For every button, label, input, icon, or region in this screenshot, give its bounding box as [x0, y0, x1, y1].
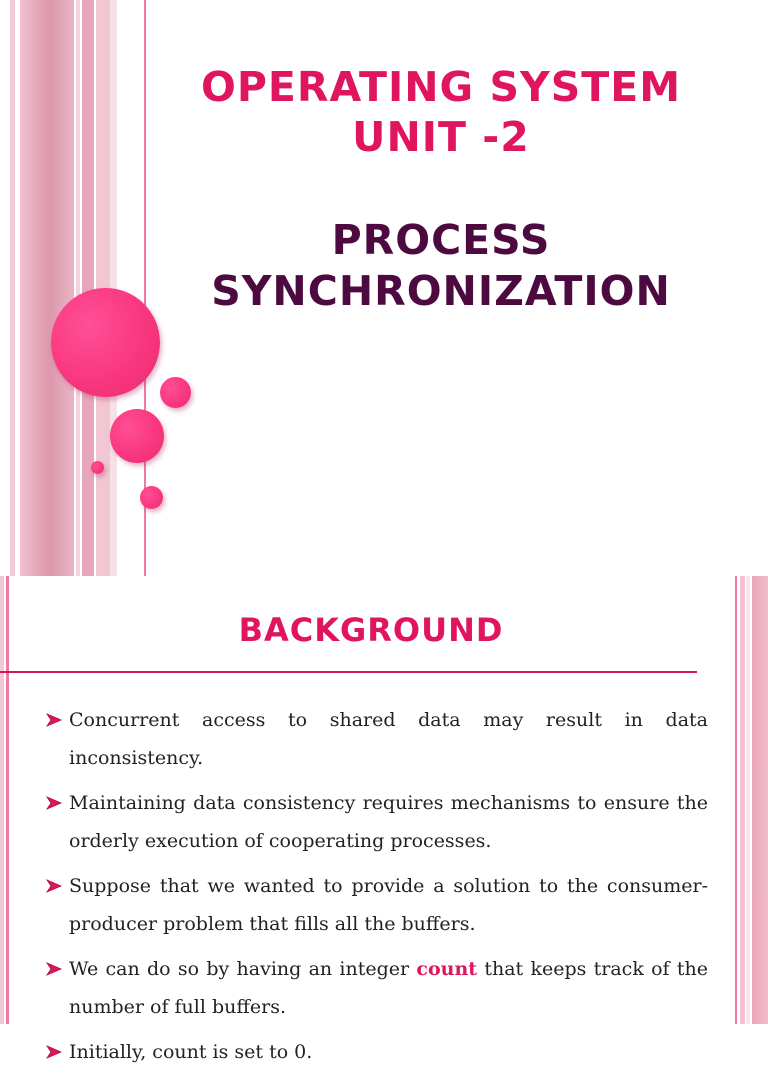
list-item — [46, 867, 708, 943]
decorative-stripe — [76, 0, 80, 576]
list-item — [46, 784, 708, 860]
bullet-text-before: We can do so by having an integer — [69, 958, 417, 980]
arrow-bullet-icon — [46, 784, 62, 822]
arrow-bullet-icon — [46, 867, 62, 905]
slide-title-line2: UNIT -2 — [352, 113, 530, 161]
bullet-text: Suppose that we wanted to provide a solution to the consumer-producer problem that fills all the buffers. — [69, 875, 708, 935]
arrow-bullet-icon — [46, 950, 62, 988]
bullet-text: Maintaining data consistency requires mechanisms to ensure the orderly execution of cooperating processes. — [69, 792, 708, 852]
highlighted-term: count — [416, 958, 478, 980]
list-item — [46, 701, 708, 777]
list-item — [46, 1033, 708, 1071]
decorative-stripe — [10, 0, 15, 576]
arrow-bullet-icon — [46, 1033, 62, 1071]
decorative-stripe — [20, 0, 74, 576]
arrow-bullet-icon — [46, 701, 62, 739]
slide-subtitle-line2: SYNCHRONIZATION — [211, 267, 671, 315]
slide-heading: BACKGROUND — [238, 611, 504, 649]
circle-decoration — [140, 486, 163, 509]
circle-decoration — [110, 409, 164, 463]
background-slide — [0, 576, 768, 1063]
decorative-stripe — [746, 576, 750, 1024]
slide-title-line1: OPERATING SYSTEM — [200, 63, 681, 111]
bullet-text-after: that keeps track of the number of full buffers. — [69, 958, 708, 1018]
bullet-text: Initially, count is set to 0. — [69, 1041, 313, 1063]
list-item — [46, 950, 708, 1026]
decorative-stripe — [82, 0, 94, 576]
bullet-text: Concurrent access to shared data may result in data inconsistency. — [69, 709, 708, 769]
circle-decoration — [91, 461, 104, 474]
bullet-list — [46, 701, 708, 1078]
circle-decoration — [160, 377, 191, 408]
slide-subtitle-line1: PROCESS — [331, 216, 551, 264]
circle-decoration — [51, 288, 160, 397]
decorative-stripe — [752, 576, 768, 1024]
heading-divider — [0, 671, 697, 673]
